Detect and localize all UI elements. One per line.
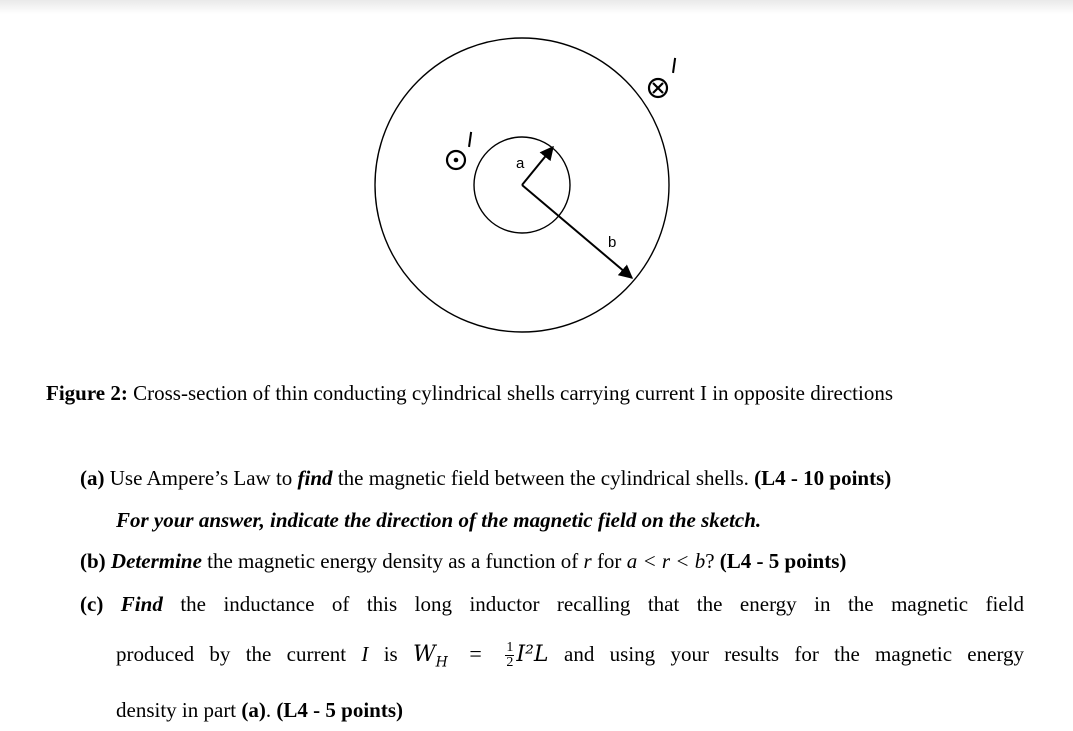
question-c-var-I: I [361, 642, 369, 666]
caption-text: Cross-section of thin conducting cylindrical shells carrying current I in opposite directions [133, 381, 894, 405]
question-b-label: (b) [80, 549, 106, 573]
current-label-inner: I [465, 126, 475, 153]
question-c-line2-post: and using your results for the magnetic energy [564, 642, 1025, 666]
question-b-var-r: r [583, 549, 592, 573]
question-c-is: is [383, 642, 398, 666]
question-c-line3 [116, 698, 403, 723]
question-c-line3-dot: . [265, 698, 272, 722]
question-c-label: (c) [80, 592, 104, 616]
question-c-line1-text: the inductance of this long inductor recalling that the energy in the magnetic field [180, 592, 1025, 616]
question-c-line3-pre: density in part [116, 698, 237, 722]
current-label-outer: I [669, 52, 679, 79]
fraction-numerator: 1 [506, 640, 514, 656]
current-out-of-page-icon [447, 151, 465, 169]
question-b-points: (L4 - 5 points) [719, 549, 847, 573]
question-c-line3-ref: (a) [241, 698, 266, 722]
question-b-qmark: ? [705, 549, 715, 573]
question-a [80, 466, 891, 491]
question-c-line2 [116, 641, 1024, 670]
question-c-emph: Find [120, 592, 163, 616]
current-into-page-icon [649, 79, 667, 97]
fraction-denominator: 2 [506, 655, 514, 671]
energy-equation [413, 640, 564, 671]
label-b: b [608, 234, 617, 251]
equation-subscript: H [435, 654, 448, 671]
question-a-post: the magnetic field between the cylindrical shells. [337, 466, 749, 490]
radius-b-arrow [522, 185, 632, 278]
equation-rhs: I²L [516, 642, 549, 667]
label-a: a [516, 155, 525, 172]
question-b [80, 549, 846, 574]
question-b-text1: the magnetic energy density as a function of [207, 549, 579, 573]
radius-a-arrow [522, 147, 553, 185]
question-b-emph: Determine [110, 549, 202, 573]
equation-lhs: W [413, 642, 436, 667]
question-a-label: (a) [80, 466, 105, 490]
equation-fraction [505, 641, 514, 670]
caption-label: Figure 2: [46, 381, 128, 405]
question-c-line2-pre: produced by the current [116, 642, 347, 666]
question-a-pre: Use Ampere’s Law to [109, 466, 293, 490]
equation-equals: = [469, 641, 482, 666]
question-b-text2: for [596, 549, 622, 573]
question-b-inequality: a < r < b [626, 549, 706, 573]
question-c-line1 [80, 592, 1024, 617]
question-a-emph: find [297, 466, 333, 490]
question-a-note: For your answer, indicate the direction of the magnetic field on the sketch. [116, 508, 762, 532]
figure-caption [46, 381, 1046, 406]
question-c-points: (L4 - 5 points) [276, 698, 404, 722]
question-a-points: (L4 - 10 points) [754, 466, 892, 490]
